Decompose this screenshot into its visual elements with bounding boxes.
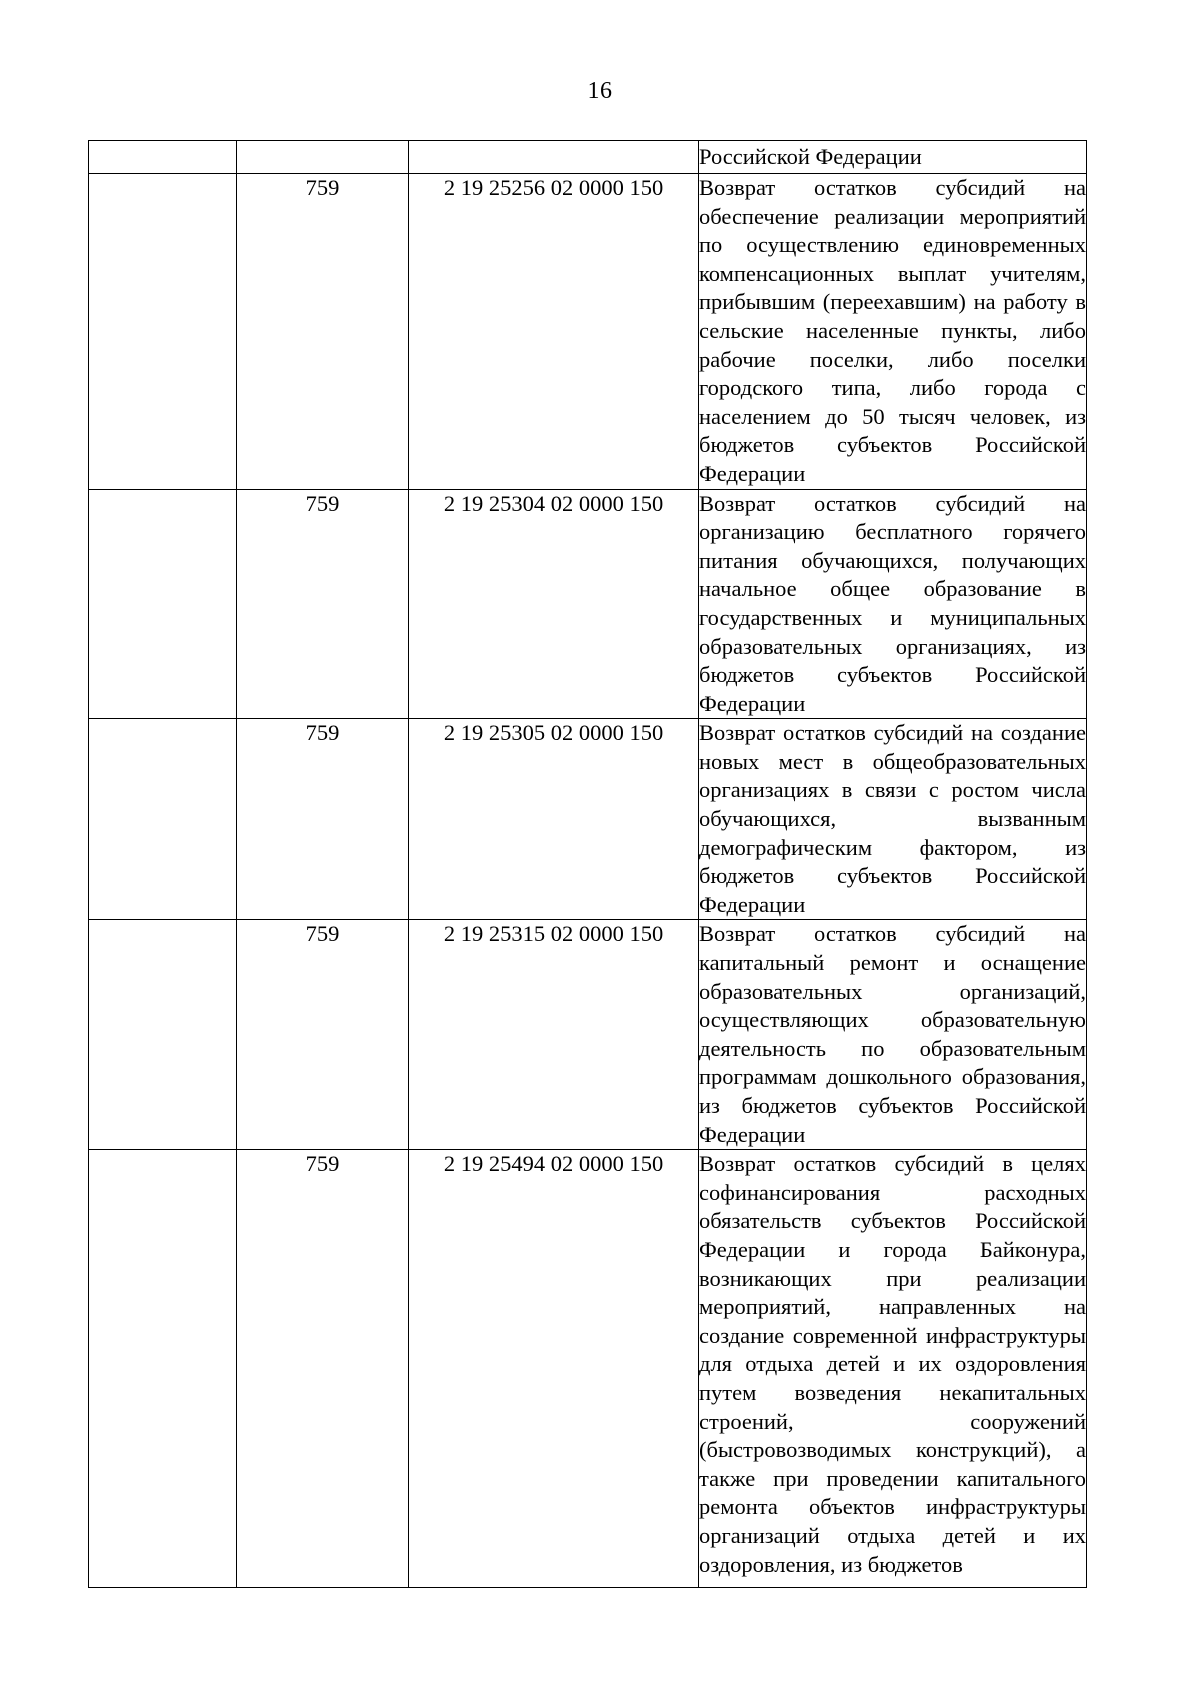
empty-cell: [89, 920, 237, 1150]
description-continuation: Российской Федерации: [699, 141, 1087, 174]
empty-cell: [89, 1150, 237, 1588]
table-row: [89, 489, 1087, 719]
table-row: [89, 719, 1087, 920]
empty-cell: [89, 719, 237, 920]
admin-code-cell: 759: [237, 719, 409, 920]
admin-code-cell: 759: [237, 489, 409, 719]
page-number: 16: [587, 78, 613, 104]
kbk-code-cell: 2 19 25494 02 0000 150: [409, 1150, 699, 1588]
empty-cell: [409, 141, 699, 174]
empty-cell: [89, 489, 237, 719]
kbk-code-cell: 2 19 25256 02 0000 150: [409, 174, 699, 490]
kbk-code-cell: 2 19 25315 02 0000 150: [409, 920, 699, 1150]
table-row: [89, 174, 1087, 490]
admin-code-cell: 759: [237, 174, 409, 490]
budget-codes-table: [88, 140, 1087, 1588]
kbk-code-cell: 2 19 25304 02 0000 150: [409, 489, 699, 719]
description-cell: Возврат остатков субсидий на создание новых мест в общеобразовательных организациях в связи с ростом числа обучающихся, вызванным демографическим фактором, из бюджетов субъектов Российской Федерации: [699, 719, 1087, 920]
description-cell: Возврат остатков субсидий на организацию бесплатного горячего питания обучающихся, получающих начальное общее образование в государственных и муниципальных образовательных организациях, из бюджетов субъектов Российской Федерации: [699, 489, 1087, 719]
table-row: [89, 1150, 1087, 1588]
admin-code-cell: 759: [237, 1150, 409, 1588]
empty-cell: [237, 141, 409, 174]
description-cell: Возврат остатков субсидий в целях софинансирования расходных обязательств субъектов Российской Федерации и города Байконура, возникающих при реализации мероприятий, направленных на создание современной инфраструктуры для отдыха детей и их оздоровления путем возведения некапитальных строений, сооружений (быстровозводимых конструкций), а также при проведении капитального ремонта объектов инфраструктуры организаций отдыха детей и их оздоровления, из бюджетов: [699, 1150, 1087, 1588]
empty-cell: [89, 174, 237, 490]
description-cell: Возврат остатков субсидий на капитальный ремонт и оснащение образовательных организаций, осуществляющих образовательную деятельность по образовательным программам дошкольного образования, из бюджетов субъектов Российской Федерации: [699, 920, 1087, 1150]
admin-code-cell: 759: [237, 920, 409, 1150]
kbk-code-cell: 2 19 25305 02 0000 150: [409, 719, 699, 920]
description-cell: Возврат остатков субсидий на обеспечение реализации мероприятий по осуществлению единовременных компенсационных выплат учителям, прибывшим (переехавшим) на работу в сельские населенные пункты, либо рабочие поселки, либо поселки городского типа, либо города с населением до 50 тысяч человек, из бюджетов субъектов Российской Федерации: [699, 174, 1087, 490]
table-row: [89, 920, 1087, 1150]
table-row-continuation: [89, 141, 1087, 174]
empty-cell: [89, 141, 237, 174]
